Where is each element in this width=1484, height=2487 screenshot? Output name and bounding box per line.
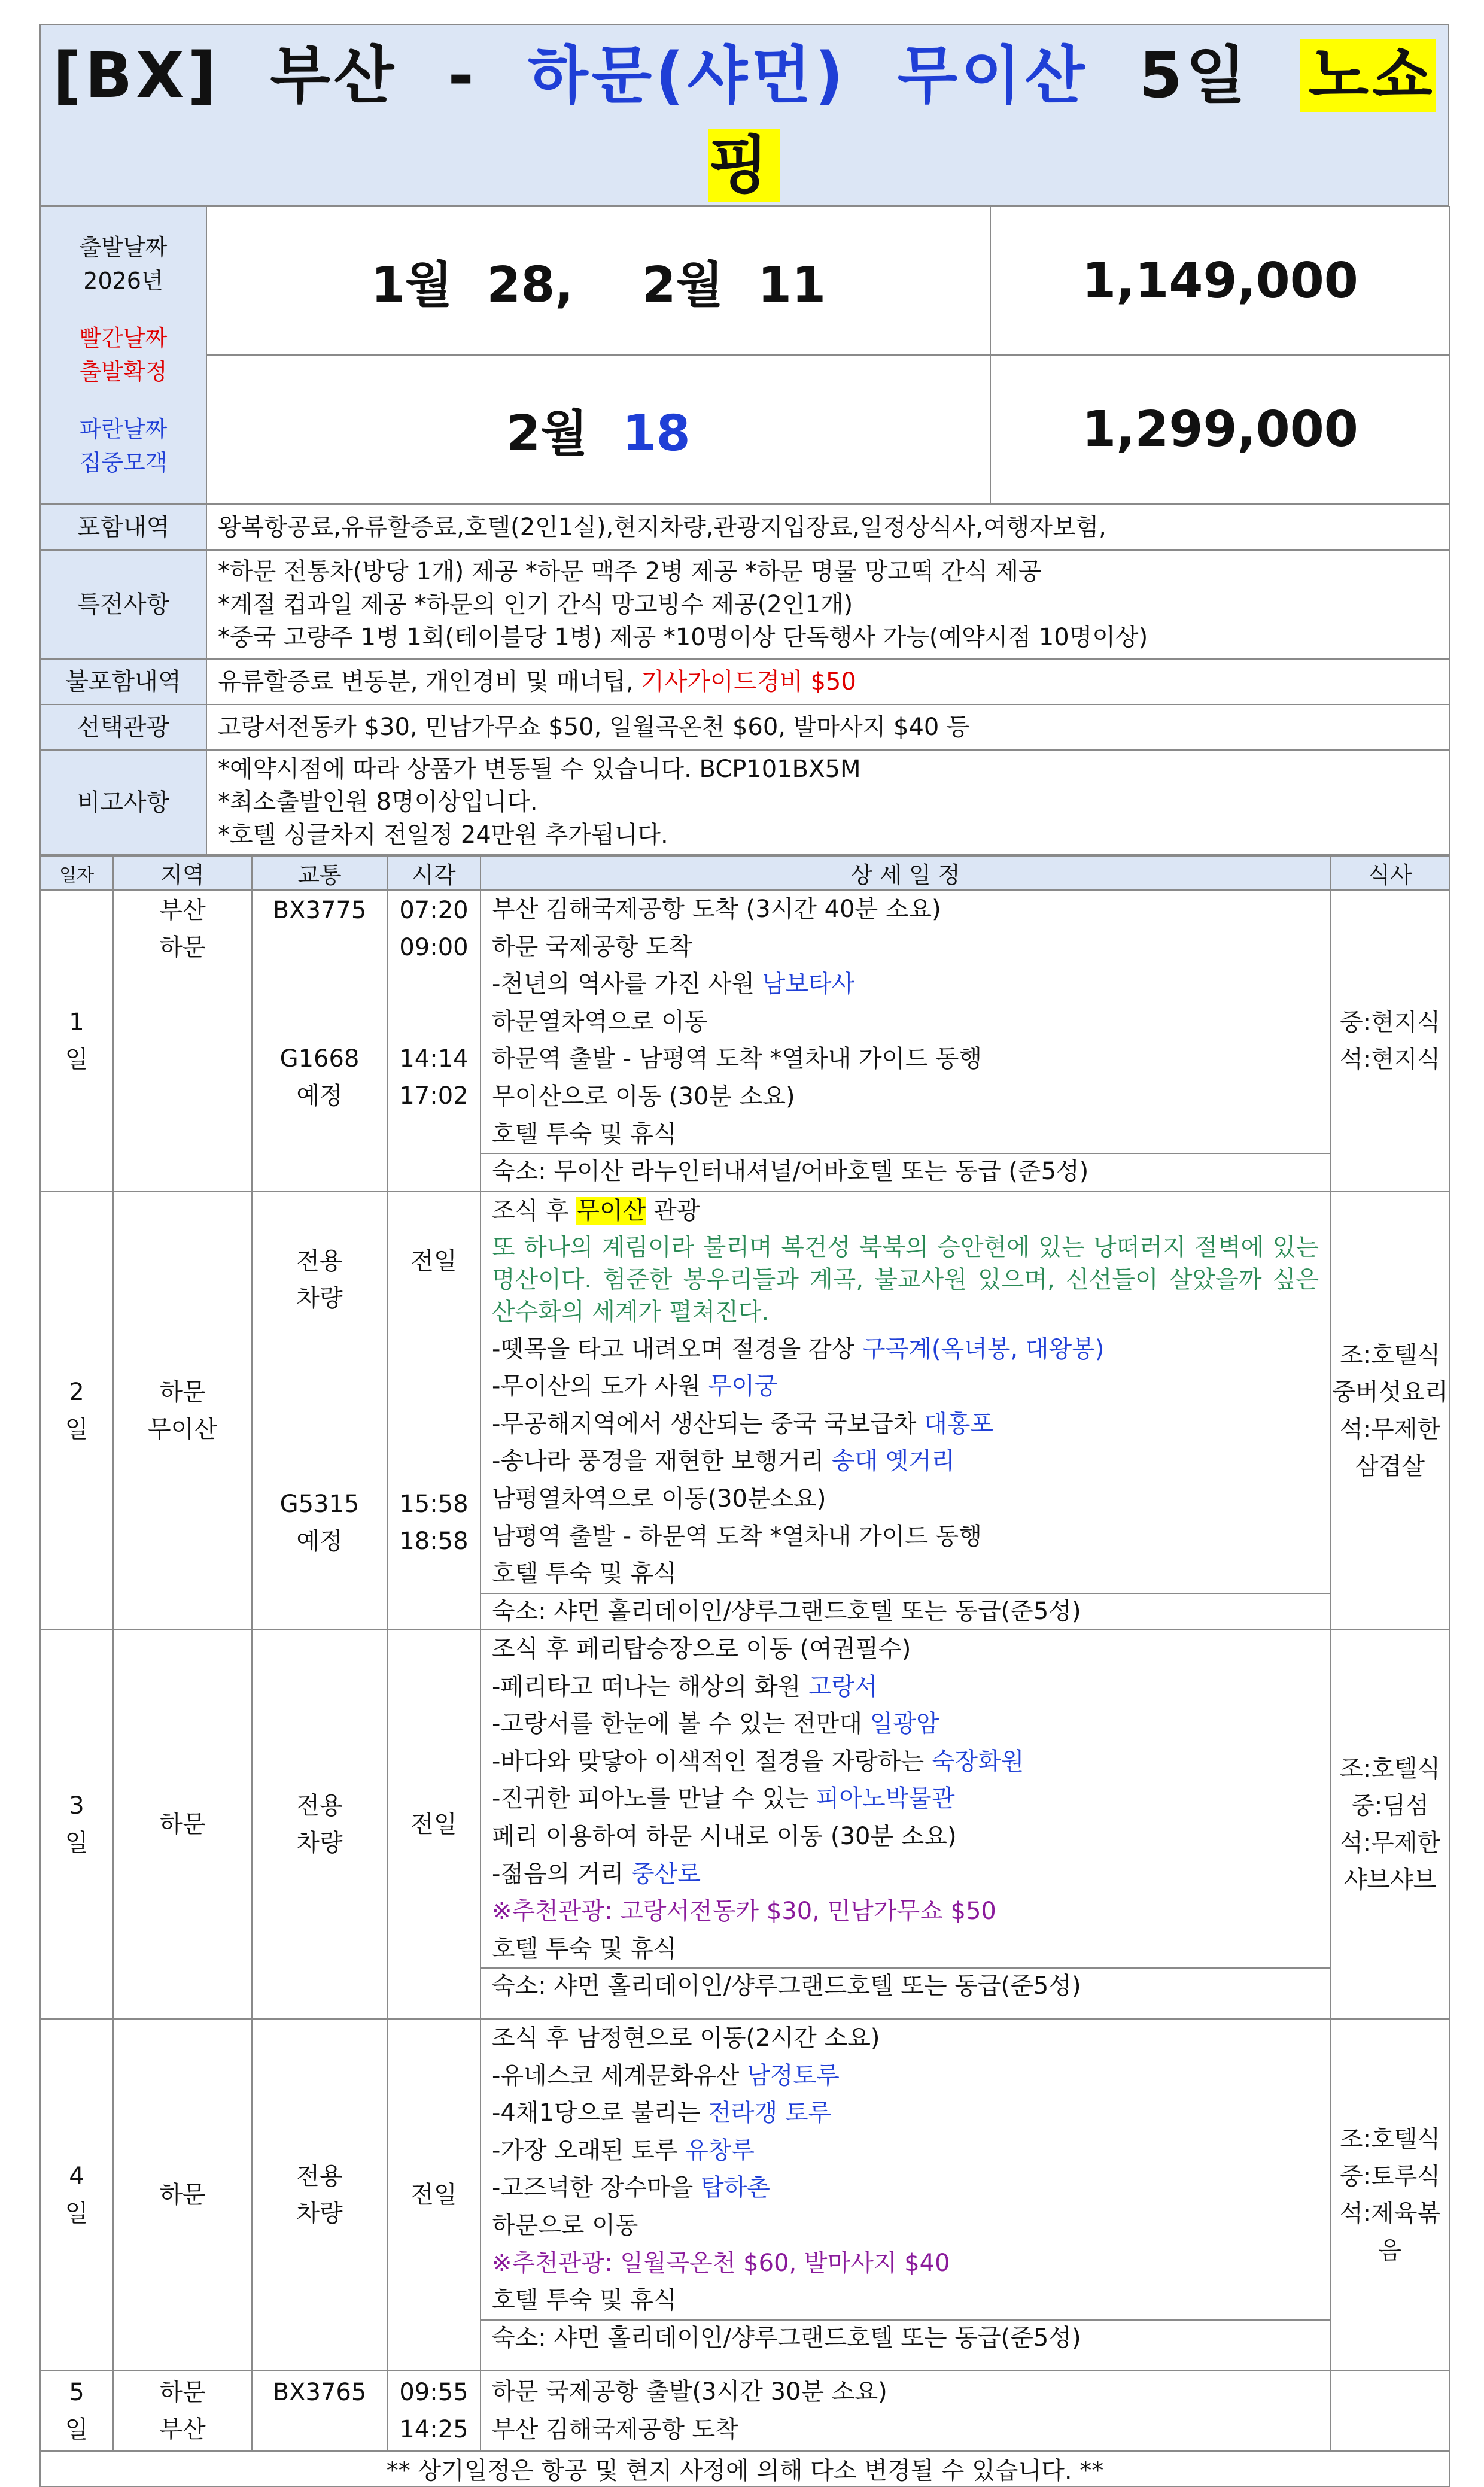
meal-item: 석:현지식 (1339, 1046, 1441, 1073)
itinerary-line: 남평역 출발 - 하문역 도착 *열차내 가이드 동행 (492, 1522, 982, 1550)
itinerary-sheet (39, 24, 1449, 2487)
day-3-row (40, 1630, 1450, 2019)
blue-legend-1: 파란날짜 (79, 416, 168, 442)
header-day: 일자 (40, 856, 113, 890)
day-4-number (40, 2019, 113, 2371)
itinerary-line: 조식 후 남정현으로 이동(2시간 소요) (492, 2024, 880, 2052)
meal-item: 석:제육볶음 (1339, 2200, 1441, 2264)
day-4-row (40, 2019, 1450, 2371)
itinerary-line: 부산 김해국제공항 도착 (3시간 40분 소요) (492, 895, 941, 923)
departure-year: 2026년 (83, 268, 163, 294)
optional-text: 고랑서전동카 $30, 민남가무쇼 $50, 일월곡온천 $60, 발마사지 $40 등 (206, 705, 1450, 750)
meal-item: 중:딤섬 (1351, 1792, 1429, 1820)
train-number: G1668 (279, 1045, 360, 1073)
excluded-text (206, 659, 1450, 705)
header-time: 시각 (387, 856, 481, 890)
transport-line: 전용 (296, 1792, 343, 1820)
itinerary-line: 남평열차역으로 이동(30분소요) (492, 1484, 826, 1513)
itinerary-line: 하문역 출발 - 남평역 도착 *열차내 가이드 동행 (492, 1045, 982, 1073)
line-text: 조식 후 (492, 1197, 577, 1225)
itinerary-line (492, 1368, 1319, 1405)
transport-line: 전용 (296, 2163, 343, 2190)
region-line: 하문 (159, 934, 206, 961)
recommended-tour: ※추천관광: 고랑서전동카 $30, 민남가무쇼 $50 (492, 1897, 996, 1926)
itinerary-line (492, 1331, 1319, 1368)
line-text: -바다와 맞닿아 이색적인 절경을 자랑하는 (492, 1747, 932, 1775)
price-2: 1,299,000 (990, 355, 1450, 503)
day-unit: 일 (65, 1046, 89, 1073)
line-text: 관광 (646, 1197, 700, 1225)
line-text: -유네스코 세계문화유산 (492, 2061, 747, 2090)
title-prefix: [BX] 부산 - (53, 39, 528, 112)
remark-item: *호텔 싱글차지 전일정 24만원 추가됩니다. (218, 821, 668, 849)
day-2-row (40, 1192, 1450, 1630)
header-region: 지역 (113, 856, 252, 890)
day-3-meals (1330, 1630, 1450, 2019)
region-line: 무이산 (148, 1416, 217, 1443)
day-3-region: 하문 (113, 1630, 252, 2019)
itinerary-line (492, 1668, 1319, 1706)
time-value: 07:20 (399, 897, 469, 924)
hotel-info: 숙소: 무이산 라누인터내셔널/어바호텔 또는 동급 (준5성) (481, 1153, 1330, 1189)
date-text: 1월 28, 2월 11 (370, 256, 826, 314)
itinerary-line (492, 2132, 1319, 2170)
special-item: *중국 고량주 1병 1회(테이블당 1병) 제공 *10명이상 단독행사 가능(예약시점 10명이상) (218, 623, 1148, 651)
highlight-place: 무이산 (576, 1197, 646, 1225)
date-text: 2월 (506, 405, 622, 462)
itinerary-line: 호텔 투숙 및 휴식 (492, 2286, 677, 2315)
day-1-time (387, 890, 481, 1192)
day-2-meals (1330, 1192, 1450, 1630)
day-1-transport (252, 890, 387, 1192)
day-1-number (40, 890, 113, 1192)
day-5-row (40, 2371, 1450, 2451)
excluded-plain: 유류할증료 변동분, 개인경비 및 매너팁, (218, 667, 641, 696)
day-1-meals (1330, 890, 1450, 1192)
departure-date-2 (206, 355, 990, 503)
highlight-place: 남정토루 (747, 2061, 840, 2090)
special-item: *계절 컵과일 제공 *하문의 인기 간식 망고빙수 제공(2인1개) (218, 590, 853, 618)
day-5-detail (481, 2371, 1330, 2451)
highlight-place: 탑하촌 (700, 2174, 770, 2202)
day-5-meals (1330, 2371, 1450, 2451)
highlight-place: 전라갱 토루 (708, 2099, 832, 2127)
optional-label: 선택관광 (40, 705, 206, 750)
time-value: 09:55 (399, 2379, 469, 2406)
title-destination: 하문(샤먼) 무이산 (528, 39, 1088, 112)
line-text: -송나라 풍경을 재현한 보행거리 (492, 1447, 832, 1475)
title-days: 5일 (1088, 39, 1300, 112)
day-2-detail (481, 1192, 1330, 1630)
meal-item: 삼겹살 (1355, 1453, 1425, 1480)
itinerary-line (492, 1856, 1319, 1893)
itinerary-line: 하문열차역으로 이동 (492, 1007, 708, 1036)
transport-line: 전용 (296, 1247, 343, 1275)
day-3-number (40, 1630, 113, 2019)
line-text: -무이산의 도가 사원 (492, 1372, 708, 1401)
highlight-place: 숙장화원 (931, 1747, 1024, 1775)
special-label: 특전사항 (40, 550, 206, 659)
itinerary-line (492, 2057, 1319, 2095)
header-meal: 식사 (1330, 856, 1450, 890)
meal-item: 중:현지식 (1339, 1009, 1441, 1036)
region-line: 하문 (159, 1378, 206, 1406)
time-value: 14:14 (399, 1045, 469, 1073)
highlight-place: 유창루 (685, 2136, 755, 2164)
day-2-transport (252, 1192, 387, 1630)
region-line: 부산 (159, 897, 206, 924)
line-text: -4채1당으로 불리는 (492, 2099, 708, 2127)
place-description: 또 하나의 계림이라 불리며 복건성 북북의 승안현에 있는 낭떠러지 절벽에 있는 명산이다. 험준한 봉우리들과 계곡, 불교사원 있으며, 신선들이 살았을까 싶은 산수화의 세계가 펼쳐진다. (492, 1233, 1319, 1326)
day-5-region (113, 2371, 252, 2451)
itinerary-line (492, 1705, 1319, 1743)
red-legend-2: 출발확정 (79, 359, 168, 385)
meal-item: 조:호텔식 (1339, 1755, 1441, 1782)
day-2-time (387, 1192, 481, 1630)
day-unit: 일 (65, 1416, 89, 1443)
guide-fee: 기사가이드경비 $50 (641, 667, 856, 696)
departure-label (40, 207, 206, 503)
day-num: 2 (69, 1378, 84, 1406)
highlight-place: 무이궁 (708, 1372, 778, 1401)
itinerary-line (492, 1405, 1319, 1443)
departure-label-title: 출발날짜 (79, 234, 168, 260)
itinerary-line (492, 1192, 1319, 1230)
highlight-place: 일광암 (869, 1710, 939, 1738)
meal-item: 중버섯요리 (1332, 1378, 1448, 1406)
day-5-time (387, 2371, 481, 2451)
day-unit: 일 (65, 2200, 89, 2227)
header-detail: 상 세 일 정 (481, 856, 1330, 890)
departure-table (39, 206, 1450, 504)
train-status: 예정 (296, 1528, 343, 1555)
meal-item: 석:무제한 (1339, 1829, 1441, 1857)
day-3-detail (481, 1630, 1330, 2019)
itinerary-line (492, 2094, 1319, 2132)
footer-note: ** 상기일정은 항공 및 현지 사정에 의해 다소 변경될 수 있습니다. ** (40, 2451, 1450, 2486)
day-num: 3 (69, 1792, 84, 1820)
transport-line: 차량 (296, 1829, 343, 1857)
page-title (40, 25, 1449, 205)
flight-number: BX3775 (272, 897, 367, 924)
info-table (39, 504, 1450, 855)
departure-date-1 (206, 207, 990, 355)
included-label: 포함내역 (40, 505, 206, 550)
highlight-place: 송대 옛거리 (831, 1447, 955, 1475)
day-1-detail (481, 890, 1330, 1192)
line-text: -고즈넉한 장수마을 (492, 2174, 701, 2202)
meal-item: 샤브샤브 (1343, 1866, 1437, 1894)
meal-item: 석:무제한 (1339, 1416, 1441, 1443)
highlight-place: 대홍포 (924, 1410, 994, 1438)
line-text: -가장 오래된 토루 (492, 2136, 686, 2164)
hotel-info: 숙소: 샤먼 홀리데이인/샹루그랜드호텔 또는 동급(준5성) (481, 2319, 1330, 2355)
time-value: 15:58 (399, 1490, 469, 1518)
itinerary-line: 호텔 투숙 및 휴식 (492, 1120, 677, 1148)
day-4-detail (481, 2019, 1330, 2371)
day-2-number (40, 1192, 113, 1630)
day-num: 1 (69, 1009, 84, 1036)
meal-item: 조:호텔식 (1339, 1341, 1441, 1369)
remarks-text (206, 750, 1450, 855)
line-text: -젊음의 거리 (492, 1860, 632, 1888)
day-1-region (113, 890, 252, 1192)
highlight-place: 고랑서 (808, 1672, 878, 1700)
day-num: 5 (69, 2379, 84, 2406)
hotel-info: 숙소: 샤먼 홀리데이인/샹루그랜드호텔 또는 동급(준5성) (481, 1593, 1330, 1629)
day-num: 4 (69, 2163, 84, 2190)
special-text (206, 550, 1450, 659)
day-unit: 일 (65, 1829, 89, 1857)
day-5-number (40, 2371, 113, 2451)
header-transport: 교통 (252, 856, 387, 890)
price-1: 1,149,000 (990, 207, 1450, 355)
itinerary-line: 부산 김해국제공항 도착 (492, 2416, 738, 2443)
time-value: 18:58 (399, 1528, 469, 1555)
line-text: -고랑서를 한눈에 볼 수 있는 전만대 (492, 1710, 870, 1738)
transport-line: 차량 (296, 2200, 343, 2227)
remark-item: *최소출발인원 8명이상입니다. (218, 788, 538, 816)
schedule-table (39, 855, 1450, 2487)
time-value: 14:25 (399, 2416, 469, 2443)
itinerary-line (492, 965, 1319, 1003)
day-4-region: 하문 (113, 2019, 252, 2371)
remarks-label: 비고사항 (40, 750, 206, 855)
day-4-transport (252, 2019, 387, 2371)
hotel-info: 숙소: 샤먼 홀리데이인/샹루그랜드호텔 또는 동급(준5성) (481, 1967, 1330, 2003)
blue-legend-2: 집중모객 (79, 450, 168, 476)
no-shopping-badge: 노쇼핑 (708, 39, 1436, 202)
day-3-time: 전일 (387, 1630, 481, 2019)
itinerary-line: 페리 이용하여 하문 시내로 이동 (30분 소요) (492, 1822, 957, 1850)
train-number: G5315 (279, 1490, 360, 1518)
line-text: -천년의 역사를 가진 사원 (492, 970, 762, 998)
red-legend-1: 빨간날짜 (79, 325, 168, 351)
itinerary-line: 호텔 투숙 및 휴식 (492, 1935, 677, 1963)
excluded-label: 불포함내역 (40, 659, 206, 705)
train-status: 예정 (296, 1082, 343, 1110)
itinerary-line: 하문 국제공항 출발(3시간 30분 소요) (492, 2378, 887, 2406)
recommended-tour: ※추천관광: 일월곡온천 $60, 발마사지 $40 (492, 2249, 950, 2277)
itinerary-line: 호텔 투숙 및 휴식 (492, 1560, 677, 1588)
itinerary-line: 하문 국제공항 도착 (492, 933, 692, 961)
remark-item: *예약시점에 따라 상품가 변동될 수 있습니다. BCP101BX5M (218, 755, 861, 783)
highlight-place: 구곡계(옥녀봉, 대왕봉) (862, 1335, 1105, 1363)
day-3-transport (252, 1630, 387, 2019)
highlight-place: 중산로 (631, 1860, 701, 1888)
meal-item: 조:호텔식 (1339, 2125, 1441, 2153)
time-value: 17:02 (399, 1082, 469, 1110)
day-4-meals (1330, 2019, 1450, 2371)
itinerary-line: 조식 후 페리탑승장으로 이동 (여권필수) (492, 1635, 911, 1663)
region-line: 하문 (159, 2379, 206, 2406)
title-table (39, 24, 1449, 206)
time-value: 09:00 (399, 934, 469, 961)
line-text: -진귀한 피아노를 만날 수 있는 (492, 1785, 816, 1813)
itinerary-line (492, 1743, 1319, 1781)
day-2-region (113, 1192, 252, 1630)
highlight-place: 피아노박물관 (816, 1785, 955, 1813)
date-blue: 18 (622, 405, 691, 462)
included-text: 왕복항공료,유류할증료,호텔(2인1실),현지차량,관광지입장료,일정상식사,여행자보험, (206, 505, 1450, 550)
itinerary-line: 하문으로 이동 (492, 2211, 638, 2239)
special-item: *하문 전통차(방당 1개) 제공 *하문 맥주 2병 제공 *하문 명물 망고떡 간식 제공 (218, 557, 1042, 585)
time-value: 전일 (410, 1247, 457, 1275)
meal-item: 중:토루식 (1339, 2163, 1441, 2190)
itinerary-line (492, 1443, 1319, 1480)
itinerary-line (492, 1780, 1319, 1818)
line-text: -페리타고 떠나는 해상의 화원 (492, 1672, 808, 1700)
day-unit: 일 (65, 2416, 89, 2443)
day-4-time: 전일 (387, 2019, 481, 2371)
day-1-row (40, 890, 1450, 1192)
region-line: 부산 (159, 2416, 206, 2443)
transport-line: 차량 (296, 1285, 343, 1312)
highlight-place: 남보타사 (762, 970, 855, 998)
itinerary-line: 무이산으로 이동 (30분 소요) (492, 1082, 795, 1110)
line-text: -뗏목을 타고 내려오며 절경을 감상 (492, 1335, 862, 1363)
day-5-transport: BX3765 (252, 2371, 387, 2451)
itinerary-line (492, 2169, 1319, 2207)
line-text: -무공해지역에서 생산되는 중국 국보급차 (492, 1410, 925, 1438)
